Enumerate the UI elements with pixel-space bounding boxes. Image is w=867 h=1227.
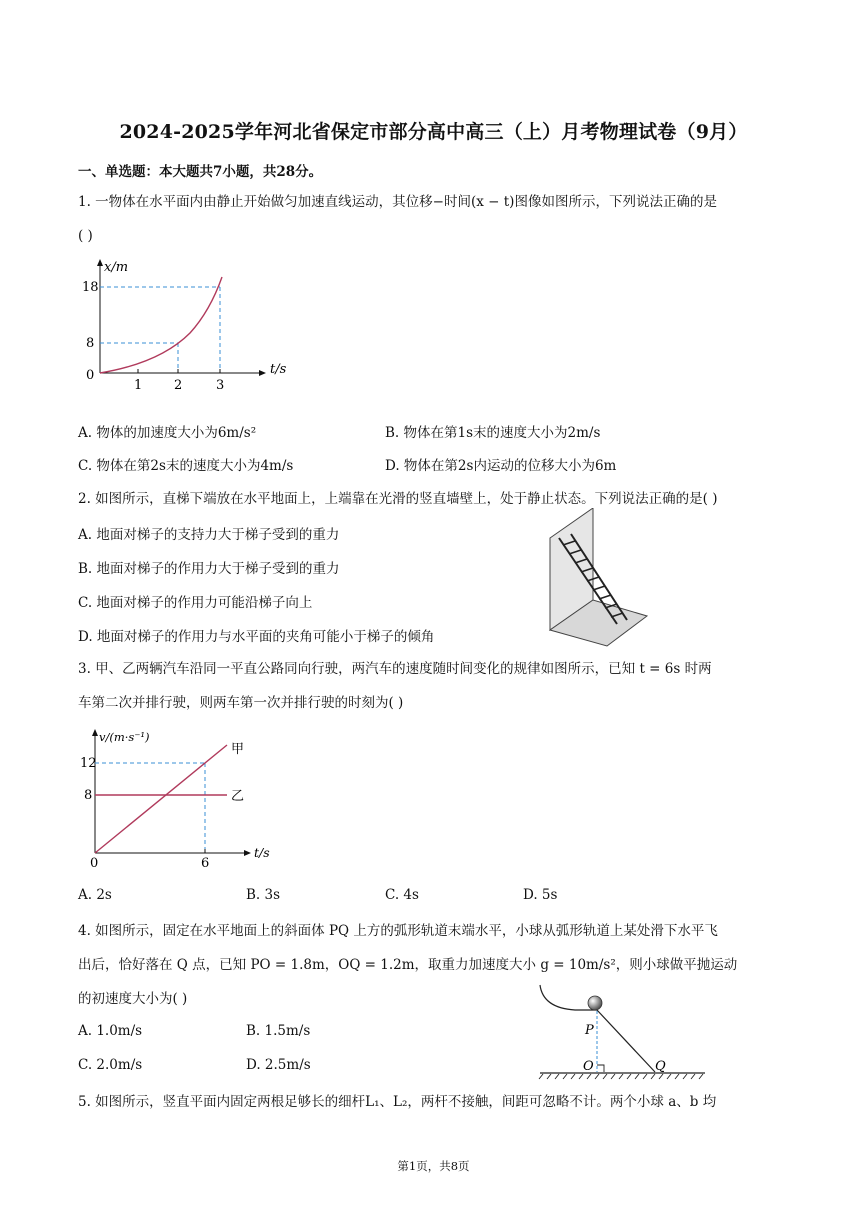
- q3-option-a: A. 2s: [78, 887, 112, 903]
- tick-2: 2: [174, 378, 183, 393]
- question-4-text-2: 出后，恰好落在 Q 点，已知 PO = 1.8m，OQ = 1.2m，取重力加速度大小 g = 10m/s²，则小球做平抛运动: [78, 957, 738, 973]
- line-jia: [95, 745, 227, 853]
- velocity-time-graph: [80, 725, 280, 870]
- page-title: 2024-2025学年河北省保定市部分高中高三（上）月考物理试卷（9月）: [119, 121, 748, 143]
- incline-pq: [597, 1010, 655, 1072]
- tick-6: 6: [201, 856, 210, 870]
- label-jia: 甲: [231, 742, 245, 757]
- q1-option-d: D. 物体在第2s内运动的位移大小为6m: [385, 458, 617, 474]
- label-o: O: [583, 1059, 594, 1074]
- question-4-text-1: 4. 如图所示，固定在水平地面上的斜面体 PQ 上方的弧形轨道末端水平，小球从弧形轨道上某处滑下水平飞: [78, 923, 718, 939]
- question-3-text-1: 3. 甲、乙两辆汽车沿同一平直公路同向行驶，两汽车的速度随时间变化的规律如图所示，已知 t = 6s 时两: [78, 661, 712, 677]
- label-yi: 乙: [231, 789, 245, 804]
- y-axis-label: x/m: [104, 260, 129, 275]
- q3-option-d: D. 5s: [523, 887, 558, 903]
- tick-8: 8: [84, 788, 93, 803]
- y-axis-label: v/(m·s⁻¹): [99, 730, 150, 744]
- q2-option-d: D. 地面对梯子的作用力与水平面的夹角可能小于梯子的倾角: [78, 629, 435, 645]
- tick-8: 8: [86, 336, 95, 351]
- q1-option-a: A. 物体的加速度大小为6m/s²: [78, 425, 257, 441]
- right-angle-mark: [597, 1065, 604, 1072]
- position-time-graph: [80, 255, 300, 395]
- tick-3: 3: [216, 378, 225, 393]
- label-q: Q: [655, 1059, 666, 1074]
- page-footer: 第1页，共8页: [397, 1159, 470, 1173]
- projectile-incline-figure: [535, 980, 710, 1080]
- q2-option-c: C. 地面对梯子的作用力可能沿梯子向上: [78, 595, 313, 611]
- question-1-text: 1. 一物体在水平面内由静止开始做匀加速直线运动，其位移−时间(x − t)图像如图所示，下列说法正确的是: [78, 194, 717, 210]
- question-5-text: 5. 如图所示，竖直平面内固定两根足够长的细杆L₁、L₂，两杆不接触，间距可忽略不计。两个小球 a、b 均: [78, 1094, 717, 1110]
- question-3-text-2: 车第二次并排行驶，则两车第一次并排行驶的时刻为( ): [78, 695, 404, 711]
- q4-option-c: C. 2.0m/s: [78, 1057, 143, 1073]
- ball: [588, 996, 602, 1010]
- q1-option-c: C. 物体在第2s末的速度大小为4m/s: [78, 458, 294, 474]
- q1-option-b: B. 物体在第1s末的速度大小为2m/s: [385, 425, 601, 441]
- question-1-paren: ( ): [78, 228, 93, 244]
- q2-option-b: B. 地面对梯子的作用力大于梯子受到的重力: [78, 561, 340, 577]
- tick-12: 12: [80, 756, 97, 771]
- q3-option-b: B. 3s: [246, 887, 281, 903]
- tick-0: 0: [90, 856, 99, 870]
- x-axis-label: t/s: [270, 362, 287, 377]
- q3-option-c: C. 4s: [385, 887, 419, 903]
- tick-18: 18: [82, 280, 99, 295]
- question-2-text: 2. 如图所示，直梯下端放在水平地面上，上端靠在光滑的竖直墙壁上，处于静止状态。下列说法正确的是( ): [78, 491, 718, 507]
- x-axis-label: t/s: [254, 845, 270, 860]
- tick-1: 1: [134, 378, 143, 393]
- q4-option-d: D. 2.5m/s: [246, 1057, 311, 1073]
- section-heading: 一、单选题：本大题共7小题，共28分。: [78, 164, 323, 180]
- q2-option-a: A. 地面对梯子的支持力大于梯子受到的重力: [78, 527, 340, 543]
- tick-0: 0: [86, 368, 95, 383]
- ladder-wall-figure: [545, 508, 650, 650]
- q4-option-a: A. 1.0m/s: [78, 1023, 143, 1039]
- q4-option-b: B. 1.5m/s: [246, 1023, 311, 1039]
- question-4-text-3: 的初速度大小为( ): [78, 991, 188, 1007]
- xt-curve: [100, 277, 222, 373]
- label-p: P: [585, 1023, 594, 1038]
